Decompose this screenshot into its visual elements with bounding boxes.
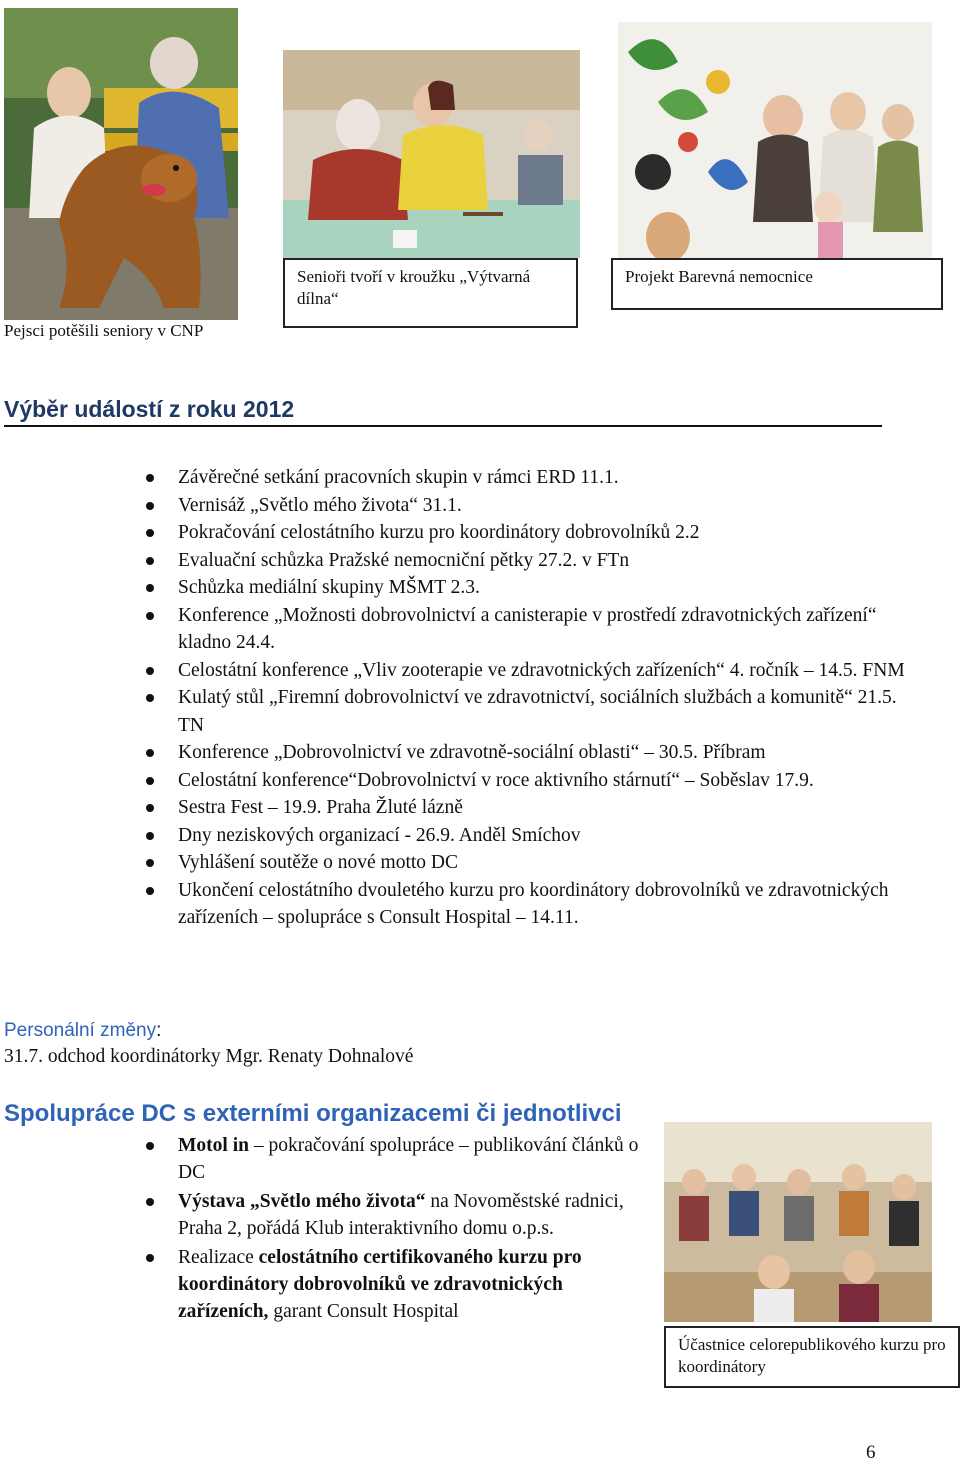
coop-item-bold: celostátního certifikovaného kurzu pro koordinátory dobrovolníků ve zdravotnických zařízeních,: [178, 1247, 582, 1322]
cooperation-list: [148, 1132, 648, 1327]
caption-course-participants: [664, 1326, 960, 1388]
list-item: [148, 1132, 648, 1186]
list-item: Vernisáž „Světlo mého života“ 31.1.: [148, 492, 908, 520]
list-item: [148, 1188, 648, 1242]
list-item: Evaluační schůzka Pražské nemocniční pětky 27.2. v FTn: [148, 547, 908, 575]
photo-colorful-hospital: [618, 22, 932, 258]
personal-changes-colon: :: [156, 1020, 162, 1041]
list-item: Celostátní konference „Vliv zooterapie ve zdravotnických zařízeních“ 4. ročník – 14.5. FNM: [148, 657, 908, 685]
list-item: Konference „Možnosti dobrovolnictví a canisterapie v prostředí zdravotnických zařízení“ kladno 24.4.: [148, 602, 908, 657]
photo-dog-seniors: [4, 8, 238, 320]
caption-dog-seniors: Pejsci potěšili seniory v CNP: [4, 321, 204, 340]
caption-art-workshop-text: Senioři tvoří v kroužku „Výtvarná dílna“: [297, 267, 531, 308]
coop-item-text: Realizace: [178, 1247, 259, 1268]
coop-item-text: garant Consult Hospital: [268, 1301, 459, 1322]
list-item: Schůzka mediální skupiny MŠMT 2.3.: [148, 574, 908, 602]
personal-changes-heading: [4, 1020, 161, 1042]
page-number: 6: [866, 1442, 876, 1463]
coop-item-text: na Novoměstské radnici, Praha 2, pořádá Klub interaktivního domu o.p.s.: [178, 1191, 624, 1239]
cooperation-title: Spolupráce DC s externími organizacemi či jednotlivci: [4, 1100, 622, 1127]
list-item: Dny neziskových organizací - 26.9. Anděl Smíchov: [148, 822, 908, 850]
list-item: Kulatý stůl „Firemní dobrovolnictví ve zdravotnictví, sociálních službách a komunitě“ 21.5. TN: [148, 684, 908, 739]
list-item: Pokračování celostátního kurzu pro koordinátory dobrovolníků 2.2: [148, 519, 908, 547]
coop-item-bold: Motol in: [178, 1135, 249, 1156]
caption-colorful-hospital-text: Projekt Barevná nemocnice: [625, 267, 813, 286]
events-list: [148, 464, 908, 932]
list-item: Závěrečné setkání pracovních skupin v rámci ERD 11.1.: [148, 464, 908, 492]
list-item: Konference „Dobrovolnictví ve zdravotně-sociální oblasti“ – 30.5. Příbram: [148, 739, 908, 767]
list-item: Sestra Fest – 19.9. Praha Žluté lázně: [148, 794, 908, 822]
events-section-title: Výběr událostí z roku 2012: [4, 396, 882, 427]
photo-art-workshop: [283, 50, 580, 258]
personal-changes-label: Personální změny: [4, 1020, 157, 1041]
list-item: Ukončení celostátního dvouletého kurzu pro koordinátory dobrovolníků ve zdravotnických zařízeních – spolupráce s Consult Hospital – 14.11.: [148, 877, 908, 932]
caption-course-participants-text: Účastnice celorepublikového kurzu pro koordinátory: [678, 1335, 946, 1376]
coop-item-text: – pokračování spolupráce – publikování článků o DC: [178, 1135, 639, 1183]
photo-course-participants: [664, 1122, 932, 1322]
personal-changes-text: 31.7. odchod koordinátorky Mgr. Renaty Dohnalové: [4, 1046, 414, 1067]
caption-art-workshop: [283, 258, 578, 328]
coop-item-bold: Výstava „Světlo mého života“: [178, 1191, 426, 1212]
caption-colorful-hospital: [611, 258, 943, 310]
list-item: [148, 1244, 648, 1325]
list-item: Celostátní konference“Dobrovolnictví v roce aktivního stárnutí“ – Soběslav 17.9.: [148, 767, 908, 795]
list-item: Vyhlášení soutěže o nové motto DC: [148, 849, 908, 877]
